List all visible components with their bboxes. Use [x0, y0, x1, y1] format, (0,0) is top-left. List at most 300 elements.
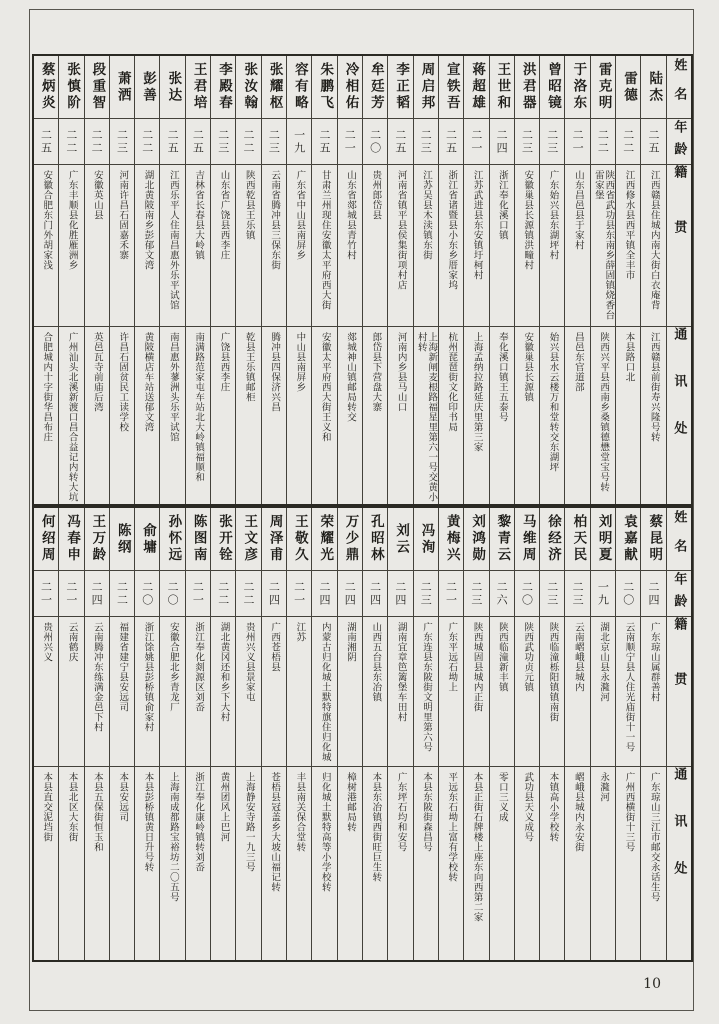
entry-native-place-cell [591, 164, 615, 326]
entry-age-cell [540, 118, 564, 164]
entry-name: 刘鸿勋 [469, 514, 486, 564]
entry-native-place: 广东始兴县东湖坪村 [547, 170, 559, 260]
entry-age-cell [565, 118, 589, 164]
entry-native-place-cell [110, 164, 134, 326]
registry-entry-column [134, 56, 159, 504]
entry-age: 二五 [444, 128, 458, 155]
entry-address: 广东坪石均和安号 [395, 772, 407, 852]
entry-age-cell [135, 118, 159, 164]
entry-native-place: 山东省郯城县青竹村 [345, 170, 357, 260]
entry-address-cell [236, 766, 260, 960]
entry-name: 雷德 [620, 70, 637, 104]
entry-name-cell [515, 56, 539, 118]
entry-name-cell [211, 56, 235, 118]
registry-entry-column [438, 508, 463, 960]
entry-address-cell [262, 326, 286, 504]
entry-native-place-cell [363, 616, 387, 766]
entry-name-cell [34, 56, 58, 118]
entry-age-cell [287, 118, 311, 164]
entry-name: 曾昭镜 [545, 62, 562, 112]
entry-name: 蒋超雄 [469, 62, 486, 112]
entry-address: 零口三义成 [496, 772, 508, 822]
registry-entry-column [235, 508, 260, 960]
entry-name-cell [312, 508, 336, 570]
entry-age-cell [641, 570, 665, 616]
entry-age: 二二 [90, 128, 104, 155]
entry-address: 安徽太平府西大街王义和 [319, 332, 331, 442]
entry-native-place-cell [110, 616, 134, 766]
registry-entry-column [539, 56, 564, 504]
entry-age: 二四 [343, 580, 357, 607]
registry-entry-column [84, 56, 109, 504]
entry-native-place: 湖南湘阴 [345, 622, 357, 662]
entry-age-cell [287, 570, 311, 616]
entry-name-cell [236, 508, 260, 570]
entry-address: 嶍峨县城内永安街 [572, 772, 584, 852]
entry-native-place: 江西修水县西平镇全丰市 [623, 170, 635, 280]
entry-address: 昌邑东官道部 [572, 332, 584, 392]
entry-name: 王世和 [494, 62, 511, 112]
entry-native-place-cell [363, 164, 387, 326]
registry-entry-column [58, 56, 83, 504]
entry-name: 牟廷芳 [367, 62, 384, 112]
entry-age-cell [236, 118, 260, 164]
entry-address: 樟树港邮局转 [345, 772, 357, 832]
entry-name: 马维周 [519, 514, 536, 564]
registry-entry-column [514, 508, 539, 960]
entry-address-cell [211, 766, 235, 960]
entry-age-cell [59, 570, 83, 616]
entry-age-cell [565, 570, 589, 616]
entry-native-place: 云南嶍峨县城内 [572, 622, 584, 692]
entry-age: 二四 [267, 580, 281, 607]
entry-native-place: 云南省腾冲县三保东街 [269, 170, 281, 270]
entry-age-cell [414, 570, 438, 616]
entry-name: 蔡炳炎 [38, 62, 55, 112]
entry-native-place-cell [641, 164, 665, 326]
entry-native-place: 云南顺宁县人住光庙街十一号 [623, 622, 635, 752]
entry-native-place: 广西苍梧县 [269, 622, 281, 672]
entry-native-place: 湖北京山县永漋河 [598, 622, 610, 702]
entry-native-place-cell [464, 616, 488, 766]
entry-address-cell [414, 326, 438, 504]
entry-name-cell [641, 56, 665, 118]
entry-name: 张开铨 [215, 514, 232, 564]
registry-entry-column [438, 56, 463, 504]
entry-native-place: 吉林省长春县大岭镇 [193, 170, 205, 260]
entry-age-cell [641, 118, 665, 164]
registry-entry-column [564, 508, 589, 960]
column-header-address: 通讯处 [667, 766, 691, 960]
registry-entry-column [590, 56, 615, 504]
entry-address: 武功县天义成号 [522, 772, 534, 842]
entry-age-cell [34, 570, 58, 616]
entry-age: 二一 [469, 128, 483, 155]
entry-native-place-cell [34, 164, 58, 326]
entry-native-place-cell [211, 164, 235, 326]
entry-name-cell [591, 56, 615, 118]
entry-native-place-cell [414, 164, 438, 326]
entry-address: 江西赣县前街寿兴隆号转 [648, 332, 660, 442]
registry-entry-column [84, 508, 109, 960]
entry-address: 本镇高小学校转 [547, 772, 559, 842]
entry-address: 杭州琵琶街文化印书局 [446, 332, 458, 432]
entry-age: 二六 [495, 580, 509, 607]
entry-name: 王文彦 [241, 514, 258, 564]
entry-native-place-cell [515, 164, 539, 326]
entry-age-cell [160, 118, 184, 164]
entry-name-cell [464, 508, 488, 570]
entry-native-place: 广东平远石坳上 [446, 622, 458, 692]
entry-native-place-cell [616, 616, 640, 766]
entry-address: 浙江奉化康岭镇转刘岙 [193, 772, 205, 872]
column-header-address: 通讯处 [667, 326, 691, 504]
entry-address: 本县路口北 [623, 332, 635, 382]
entry-address-cell [236, 326, 260, 504]
entry-age-cell [186, 118, 210, 164]
entry-address-cell [160, 766, 184, 960]
entry-age: 二二 [115, 580, 129, 607]
entry-address: 本县东陂街森昌号 [420, 772, 432, 852]
entry-name: 黄梅兴 [443, 514, 460, 564]
entry-native-place: 山东省广饶县西李庄 [218, 170, 230, 260]
entry-address: 广东琼山三江市邮交永话生号 [648, 772, 660, 902]
entry-native-place: 广东丰顺县化胜雁洲乡 [66, 170, 78, 270]
entry-age: 二三 [469, 580, 483, 607]
entry-age-cell [312, 570, 336, 616]
entry-address: 广饶县西李庄 [218, 332, 230, 392]
entry-native-place: 云南腾冲东练满金邑下村 [91, 622, 103, 732]
entry-native-place-cell [186, 616, 210, 766]
entry-native-place-cell [85, 164, 109, 326]
entry-name: 万少鼎 [342, 514, 359, 564]
entry-name: 李正韬 [393, 62, 410, 112]
entry-native-place: 湖北黄陂南乡彭郁文湾 [142, 170, 154, 270]
entry-native-place-cell [515, 616, 539, 766]
entry-address-cell [591, 766, 615, 960]
registry-entry-column [235, 56, 260, 504]
entry-name: 冯春申 [64, 514, 81, 564]
entry-address-cell [414, 766, 438, 960]
entry-native-place-cell [388, 616, 412, 766]
entry-name-cell [439, 508, 463, 570]
entry-native-place: 云南鹤庆 [66, 622, 78, 662]
entry-address: 河南内乡县马山口 [395, 332, 407, 412]
entry-age-cell [616, 570, 640, 616]
entry-age-cell [464, 118, 488, 164]
registry-entry-column [311, 508, 336, 960]
registry-entry-column [159, 508, 184, 960]
entry-address: 腾冲县四保济兴昌 [269, 332, 281, 412]
entry-native-place: 广东连县东陂街文明里第六号 [420, 622, 432, 752]
entry-name-cell [34, 508, 58, 570]
entry-age: 二四 [90, 580, 104, 607]
entry-name: 陆杰 [646, 70, 663, 104]
registry-entry-column [34, 56, 58, 504]
entry-age-cell [338, 570, 362, 616]
entry-address-cell [211, 326, 235, 504]
entry-name-cell [439, 56, 463, 118]
entry-native-place: 甘肃兰州现住安徽太平府西大街 [319, 170, 331, 310]
entry-name: 荣耀光 [317, 514, 334, 564]
entry-native-place-cell [85, 616, 109, 766]
entry-address: 本县彭桥镇黄日升号转 [142, 772, 154, 872]
entry-native-place-cell [262, 616, 286, 766]
entry-age: 二一 [39, 580, 53, 607]
entry-age: 二五 [647, 128, 661, 155]
page-frame [29, 9, 694, 1011]
entry-address: 丰县南关保合堂转 [294, 772, 306, 852]
entry-name-cell [186, 56, 210, 118]
entry-age-cell [59, 118, 83, 164]
entry-age-cell [414, 118, 438, 164]
entry-age: 二三 [419, 128, 433, 155]
entry-native-place-cell [312, 616, 336, 766]
entry-native-place: 贵州兴义 [41, 622, 53, 662]
entry-name-cell [59, 56, 83, 118]
entry-name-cell [186, 508, 210, 570]
entry-age-cell [591, 118, 615, 164]
entry-address-cell [515, 766, 539, 960]
entry-name-cell [363, 508, 387, 570]
entry-name: 容有略 [291, 62, 308, 112]
entry-address-cell [59, 766, 83, 960]
entry-address-cell [540, 766, 564, 960]
entry-address: 本县正街石牌楼上座东向西第二家 [471, 772, 483, 922]
entry-address-cell [540, 326, 564, 504]
entry-name: 徐经济 [545, 514, 562, 564]
entry-address: 本县东冶镇西街旺巨生转 [370, 772, 382, 882]
entry-native-place-cell [490, 616, 514, 766]
entry-native-place: 陕西武功贞元镇 [522, 622, 534, 692]
entry-name: 冷相佑 [342, 62, 359, 112]
entry-age-cell [363, 118, 387, 164]
entry-name: 张耀枢 [266, 62, 283, 112]
entry-address: 上海新闸麦根路福星里第六一号交黄小村转 [415, 332, 438, 502]
entry-address-cell [34, 766, 58, 960]
entry-name: 冯洵 [418, 522, 435, 556]
entry-name: 刘明夏 [595, 514, 612, 564]
entry-age-cell [490, 118, 514, 164]
entry-address-cell [490, 326, 514, 504]
entry-address: 上海南成都路宝裕坊二〇五号 [167, 772, 179, 902]
registry-entry-column [640, 508, 665, 960]
entry-age: 二四 [647, 580, 661, 607]
entry-age-cell [262, 118, 286, 164]
entry-name-cell [338, 56, 362, 118]
entry-age-cell [439, 570, 463, 616]
entry-native-place: 山东昌邑县于家村 [572, 170, 584, 250]
entry-address: 广州西横街十三号 [623, 772, 635, 852]
entry-native-place: 广东琼山属群善村 [648, 622, 660, 702]
entry-name-cell [388, 56, 412, 118]
entry-name-cell [262, 56, 286, 118]
entry-age-cell [490, 570, 514, 616]
entry-age: 二五 [317, 128, 331, 155]
entry-age: 二二 [242, 580, 256, 607]
entry-name-cell [540, 508, 564, 570]
entry-address: 广州汕头北溪新渡口昌合益记内转大坑 [66, 332, 78, 502]
entry-age: 二〇 [368, 128, 382, 155]
entry-age: 一九 [596, 580, 610, 607]
entry-native-place-cell [160, 616, 184, 766]
entry-age: 二〇 [140, 580, 154, 607]
registry-entry-column [286, 508, 311, 960]
entry-address-cell [388, 326, 412, 504]
entry-native-place: 安徽合肥北乡青龙厂 [167, 622, 179, 712]
entry-age: 二三 [267, 128, 281, 155]
entry-address: 归化城土默特高等小学校转 [319, 772, 331, 892]
entry-name: 雷克明 [595, 62, 612, 112]
entry-name-cell [565, 508, 589, 570]
entry-address: 永漋河 [598, 772, 610, 802]
entry-age-cell [110, 570, 134, 616]
entry-name: 于洛东 [570, 62, 587, 112]
entry-name: 孔昭林 [367, 514, 384, 564]
entry-age-cell [515, 570, 539, 616]
entry-native-place-cell [565, 164, 589, 326]
entry-address-cell [388, 766, 412, 960]
registry-table-top [32, 54, 693, 506]
entry-native-place: 江苏 [294, 622, 306, 642]
entry-native-place-cell [236, 164, 260, 326]
entry-address-cell [591, 326, 615, 504]
registry-entry-column [640, 56, 665, 504]
column-header-age: 年龄 [667, 570, 691, 616]
entry-address-cell [565, 326, 589, 504]
entry-native-place: 山西五台县东冶镇 [370, 622, 382, 702]
registry-entry-column [210, 508, 235, 960]
table-header-column [666, 56, 691, 504]
entry-age-cell [110, 118, 134, 164]
entry-age: 二〇 [621, 580, 635, 607]
entry-native-place: 陕西临潼新丰镇 [496, 622, 508, 692]
registry-entry-column [337, 508, 362, 960]
entry-address: 乾县王乐镇邮柜 [243, 332, 255, 402]
entry-name: 王万龄 [89, 514, 106, 564]
entry-name: 周泽甫 [266, 514, 283, 564]
column-header-native-place: 籍贯 [667, 164, 691, 326]
registry-entry-column [615, 508, 640, 960]
entry-name-cell [464, 56, 488, 118]
entry-name: 何绍周 [38, 514, 55, 564]
entry-address: 奉化溪口镇王五泰号 [496, 332, 508, 422]
entry-native-place: 河南许昌石固嘉禾寨 [117, 170, 129, 260]
entry-age: 二一 [571, 128, 585, 155]
entry-address-cell [85, 326, 109, 504]
entry-address: 英邑瓦寺前庙后湾 [91, 332, 103, 412]
registry-entry-column [134, 508, 159, 960]
entry-address-cell [515, 326, 539, 504]
entry-age: 二二 [621, 128, 635, 155]
entry-address: 平远东石坳上富有学校转 [446, 772, 458, 882]
entry-address: 本县北区大东街 [66, 772, 78, 842]
entry-address: 苍梧县冠盖乡大坡山福记转 [269, 772, 281, 892]
entry-age: 二四 [495, 128, 509, 155]
entry-address: 陕西兴平县西南乡桑镇德懋堂宝号转 [598, 332, 610, 492]
entry-age: 二三 [520, 128, 534, 155]
entry-name: 黎青云 [494, 514, 511, 564]
entry-age: 一九 [292, 128, 306, 155]
registry-entry-column [463, 56, 488, 504]
entry-name-cell [110, 56, 134, 118]
entry-address-cell [287, 326, 311, 504]
entry-name-cell [641, 508, 665, 570]
registry-entry-column [387, 508, 412, 960]
entry-name: 俞墉 [140, 522, 157, 556]
entry-native-place-cell [490, 164, 514, 326]
entry-name-cell [616, 508, 640, 570]
entry-name: 李殿春 [215, 62, 232, 112]
entry-address-cell [439, 326, 463, 504]
entry-name-cell [338, 508, 362, 570]
entry-native-place-cell [135, 616, 159, 766]
entry-native-place: 福建省建宁县安远司 [117, 622, 129, 712]
registry-entry-column [489, 508, 514, 960]
entry-native-place: 江西赣县住城内南大街白衣庵背 [648, 170, 660, 310]
entry-native-place-cell [414, 616, 438, 766]
registry-entry-column [463, 508, 488, 960]
entry-age: 二三 [571, 580, 585, 607]
entry-age: 二五 [191, 128, 205, 155]
entry-age-cell [312, 118, 336, 164]
entry-native-place-cell [565, 616, 589, 766]
entry-address: 本县安远司 [117, 772, 129, 822]
entry-native-place: 陕西城固县城内正街 [471, 622, 483, 712]
entry-name: 张达 [165, 70, 182, 104]
entry-name-cell [616, 56, 640, 118]
column-header-name: 姓名 [671, 510, 687, 568]
entry-address-cell [565, 766, 589, 960]
entry-address-cell [186, 766, 210, 960]
registry-entry-column [159, 56, 184, 504]
registry-entry-column [210, 56, 235, 504]
entry-address-cell [338, 766, 362, 960]
entry-name-cell [85, 56, 109, 118]
entry-age: 二五 [166, 128, 180, 155]
entry-native-place: 浙江奉化溪口镇 [496, 170, 508, 240]
registry-entry-column [615, 56, 640, 504]
entry-native-place-cell [439, 164, 463, 326]
entry-address: 上海孟纳拉路延庆里第三家 [471, 332, 483, 452]
entry-name: 袁嘉献 [620, 514, 637, 564]
entry-address-cell [59, 326, 83, 504]
entry-address-cell [490, 766, 514, 960]
entry-name: 彭善 [140, 70, 157, 104]
entry-native-place: 湖北黄冈还和乡下大村 [218, 622, 230, 722]
entry-native-place-cell [59, 164, 83, 326]
entry-address-cell [110, 766, 134, 960]
entry-name-cell [490, 508, 514, 570]
entry-name-cell [565, 56, 589, 118]
entry-native-place: 浙江省诸暨县小东乡厝家坞 [446, 170, 458, 290]
entry-name-cell [312, 56, 336, 118]
entry-native-place-cell [287, 164, 311, 326]
entry-age-cell [540, 570, 564, 616]
entry-name-cell [262, 508, 286, 570]
entry-native-place: 江苏吴县木渎镇东街 [420, 170, 432, 260]
entry-age-cell [186, 570, 210, 616]
entry-name-cell [211, 508, 235, 570]
registry-entry-column [109, 508, 134, 960]
entry-native-place: 陕西临潼栎阳镇镇南街 [547, 622, 559, 722]
entry-address-cell [135, 766, 159, 960]
registry-entry-column [362, 508, 387, 960]
entry-name: 段重智 [89, 62, 106, 112]
entry-name-cell [515, 508, 539, 570]
entry-name-cell [490, 56, 514, 118]
entry-native-place: 内蒙古归化城土默特旗住归化城 [319, 622, 331, 762]
